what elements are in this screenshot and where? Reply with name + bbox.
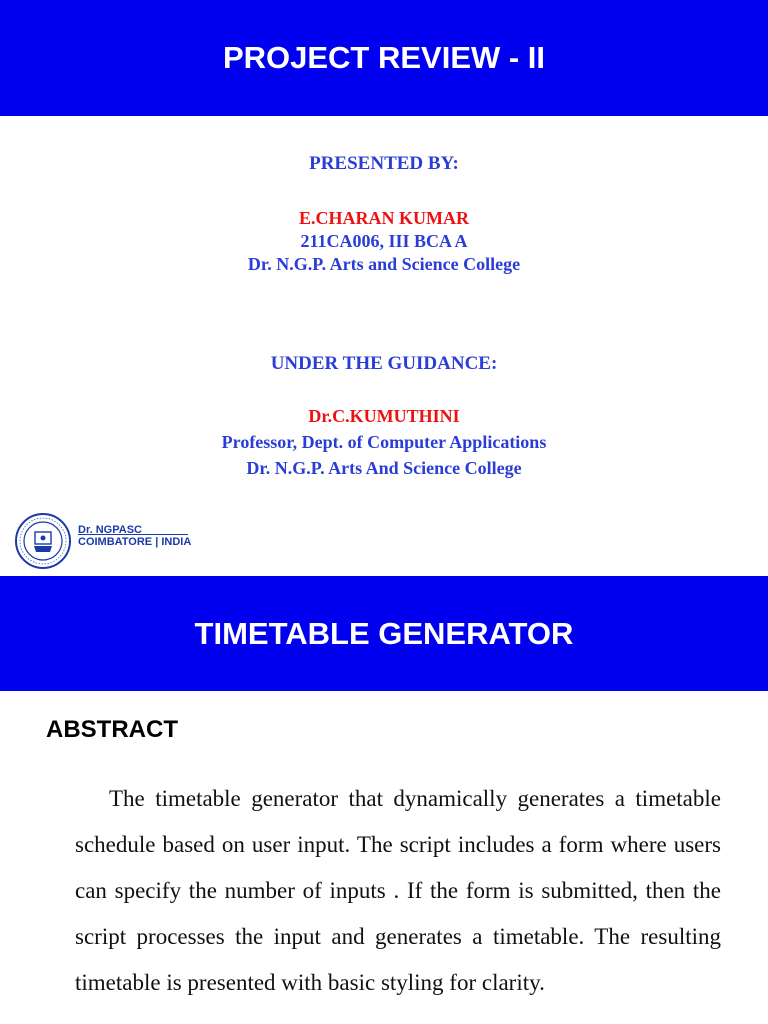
- slide-2-header: [0, 576, 768, 691]
- guide-title: Professor, Dept. of Computer Applications: [221, 432, 547, 452]
- student-id-class: 211CA006, III BCA A: [300, 231, 468, 251]
- logo-name: Dr. NGPASC: [78, 524, 142, 536]
- abstract-heading: ABSTRACT: [46, 716, 178, 743]
- guide-college: Dr. N.G.P. Arts And Science College: [246, 458, 522, 478]
- guidance-heading: UNDER THE GUIDANCE:: [270, 353, 498, 374]
- college-logo: [14, 510, 214, 572]
- student-college: Dr. N.G.P. Arts and Science College: [247, 254, 521, 274]
- presented-by-heading: PRESENTED BY:: [309, 153, 459, 174]
- slide-2-title: TIMETABLE GENERATOR: [194, 615, 574, 651]
- slide-1-title: PROJECT REVIEW - II: [222, 40, 546, 75]
- abstract-paragraph: The timetable generator that dynamically generates a timetable schedule based on user input. The script includes a form where users can specify the number of inputs . If the form is submitted, then the script processes the input and generates a timetable. The resulting timetable is presented with basic styling for clarity.: [75, 786, 721, 995]
- logo-location: COIMBATORE | INDIA: [78, 536, 192, 548]
- logo-text: [78, 524, 191, 548]
- guide-name: Dr.C.KUMUTHINI: [308, 406, 460, 426]
- college-seal-icon: [14, 512, 72, 570]
- slide-1-header: [0, 0, 768, 116]
- student-name: E.CHARAN KUMAR: [299, 208, 469, 228]
